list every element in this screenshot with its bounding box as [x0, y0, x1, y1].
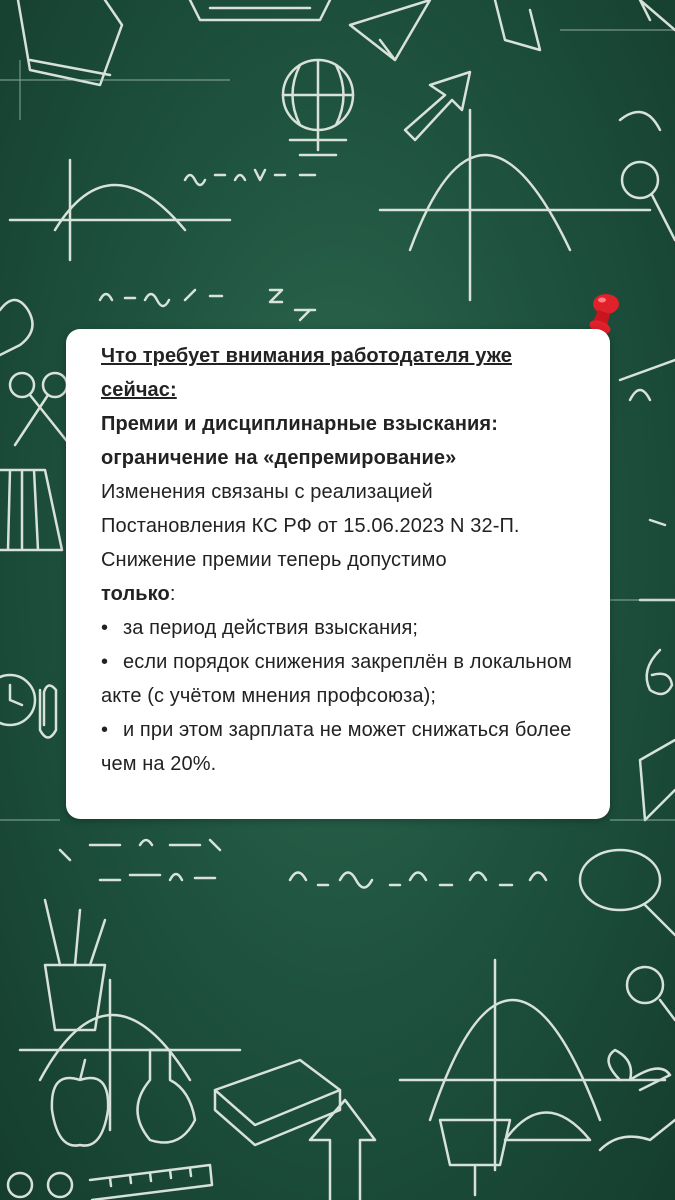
paper-plane-icon [350, 0, 430, 60]
info-card [66, 329, 610, 819]
ruler-icon [90, 1165, 212, 1200]
intro-text: Изменения связаны с реализацией Постановления КС РФ от 15.06.2023 N 32-П. Снижение премии теперь допустимо [101, 481, 520, 571]
only-suffix: : [169, 583, 176, 605]
number-six [647, 650, 672, 694]
magnifier-icon [622, 162, 658, 198]
bullet-text: если порядок снижения закреплён в локальном акте (с учётом мнения профсоюза); [101, 651, 572, 707]
bullet-item [101, 713, 580, 781]
only-emphasis: только [101, 583, 170, 605]
bullet-text: за период действия взыскания; [123, 617, 419, 639]
parabola-graph [410, 155, 570, 250]
arrow-icon [310, 1100, 375, 1200]
bullet-item [101, 645, 580, 713]
shirt-icon [18, 0, 122, 85]
skirt-icon [0, 470, 62, 550]
magnifier-icon [580, 850, 660, 910]
protractor-icon [505, 1113, 590, 1141]
pencil-icon [640, 0, 675, 30]
parabola-graph [430, 1000, 600, 1120]
paperclip-icon [40, 685, 56, 737]
bullet-icon: • [101, 719, 109, 741]
laptop-icon [190, 0, 330, 20]
bullet-item [101, 611, 580, 645]
card-subheading: Премии и дисциплинарные взыскания: ограничение на «депремирование» [101, 413, 498, 469]
bullet-icon: • [101, 617, 109, 639]
card-intro [101, 475, 580, 611]
brush-cup-icon [45, 965, 105, 1030]
apple-icon [52, 1060, 108, 1146]
book-icon [215, 1060, 340, 1145]
arrow-icon [405, 72, 470, 140]
bow-icon [609, 1050, 670, 1090]
bullet-icon: • [101, 651, 109, 673]
scissors-icon [10, 373, 34, 397]
trophy-icon [440, 1120, 510, 1195]
card-heading: Что требует внимания работодателя уже сейчас: [101, 345, 512, 401]
clock-icon [0, 675, 35, 725]
pencil-icon [640, 740, 675, 820]
scissors-icon [8, 1173, 32, 1197]
heart-icon [0, 300, 33, 355]
flask-icon [138, 1050, 196, 1143]
bullet-text: и при этом зарплата не может снижаться более чем на 20%. [101, 719, 572, 775]
